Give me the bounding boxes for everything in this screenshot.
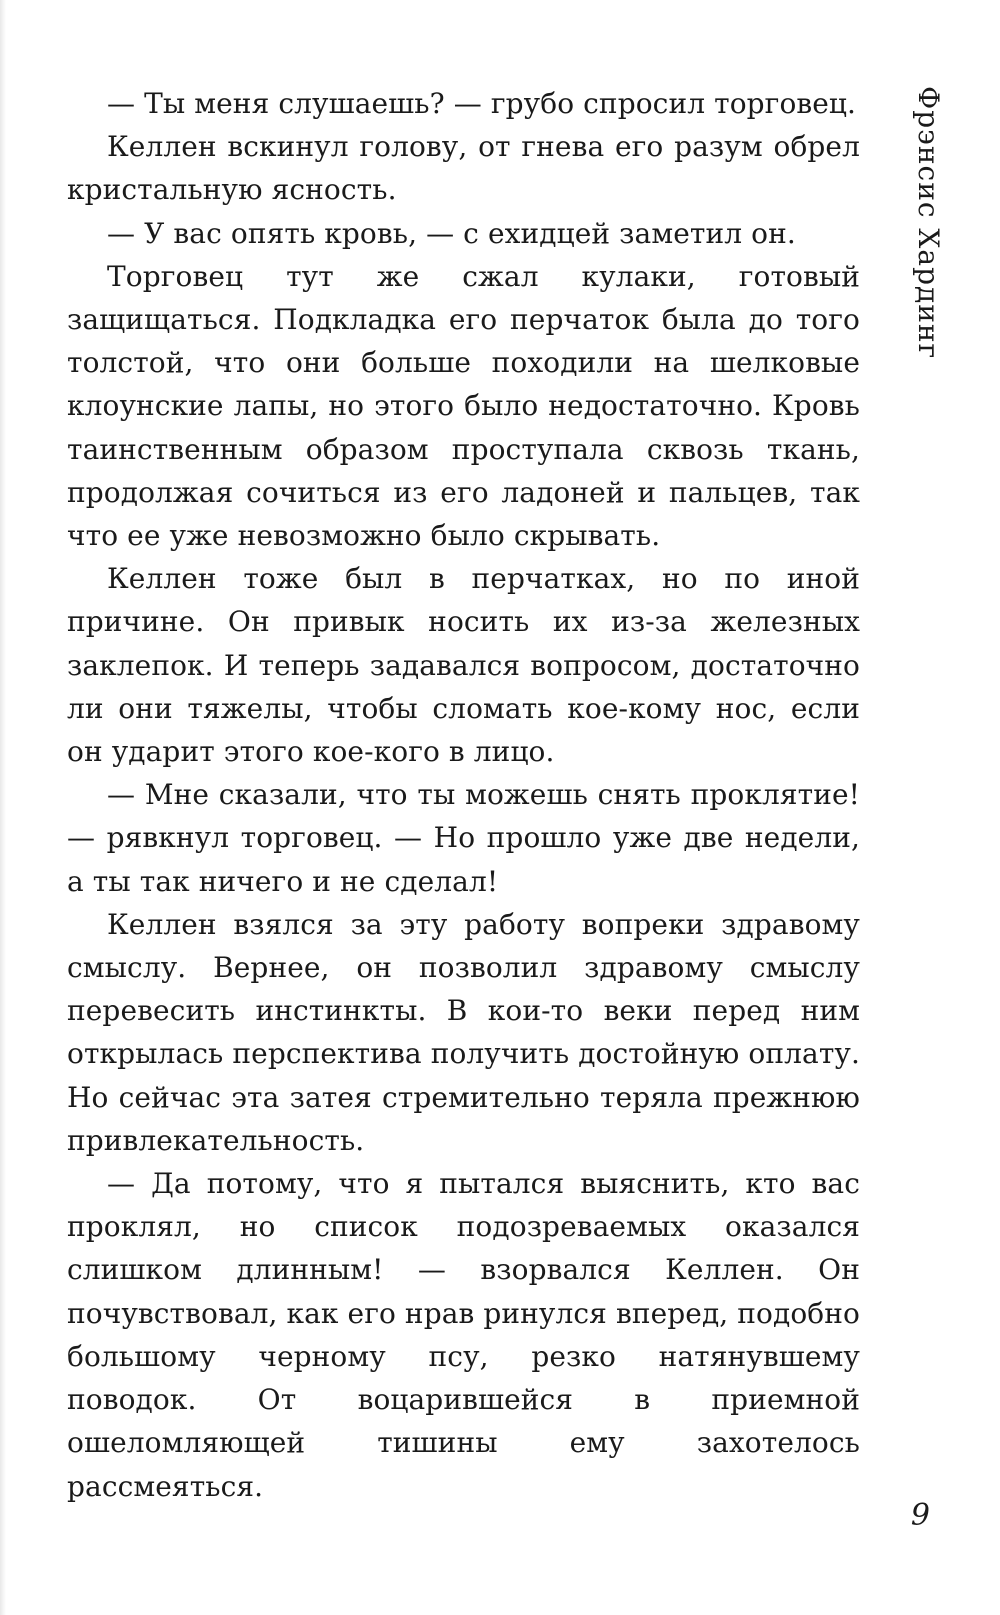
spine-shadow bbox=[0, 0, 6, 1615]
paragraph: — Мне сказали, что ты можешь снять проклятие! — рявкнул торговец. — Но прошло уже две недели, а ты так ничего и не сделал! bbox=[67, 778, 860, 898]
paragraph: Торговец тут же сжал кулаки, готовый защищаться. Подкладка его перчаток была до того толстой, что они больше походили на шелковые клоунские лапы, но этого было недостаточно. Кровь таинственным образом проступала сквозь ткань, продолжая сочиться из его ладоней и пальцев, так что ее уже невозможно было скрывать. bbox=[67, 259, 860, 553]
page-number: 9 bbox=[910, 1498, 930, 1533]
body-text bbox=[67, 82, 860, 1508]
paragraph: — Да потому, что я пытался выяснить, кто вас проклял, но список подозреваемых оказался слишком длинным! — взорвался Келлен. Он почувствовал, как его нрав ринулся вперед, подобно большому черному псу, резко натянувшему поводок. От воцарившейся в приемной ошеломляющей тишины ему захотелось рассмеяться. bbox=[67, 1167, 860, 1503]
running-head-author: Фрэнсис Хардинг bbox=[912, 86, 945, 360]
paragraph: Келлен вскинул голову, от гнева его разум обрел кристальную ясность. bbox=[67, 130, 860, 207]
paragraph: — Ты меня слушаешь? — грубо спросил торговец. bbox=[107, 87, 857, 120]
paragraph: Келлен взялся за эту работу вопреки здравому смыслу. Вернее, он позволил здравому смыслу перевесить инстинкты. В кои-то веки перед ним открылась перспектива получить достойную оплату. Но сейчас эта затея стремительно теряла прежнюю привлекательность. bbox=[67, 907, 860, 1157]
paragraph: — У вас опять кровь, — с ехидцей заметил он. bbox=[107, 216, 796, 250]
paragraph: Келлен тоже был в перчатках, но по иной причине. Он привык носить их из-за железных заклепок. И теперь задавался вопросом, достаточно ли они тяжелы, чтобы сломать кое-кому нос, если он ударит этого кое-кого в лицо. bbox=[67, 562, 860, 769]
